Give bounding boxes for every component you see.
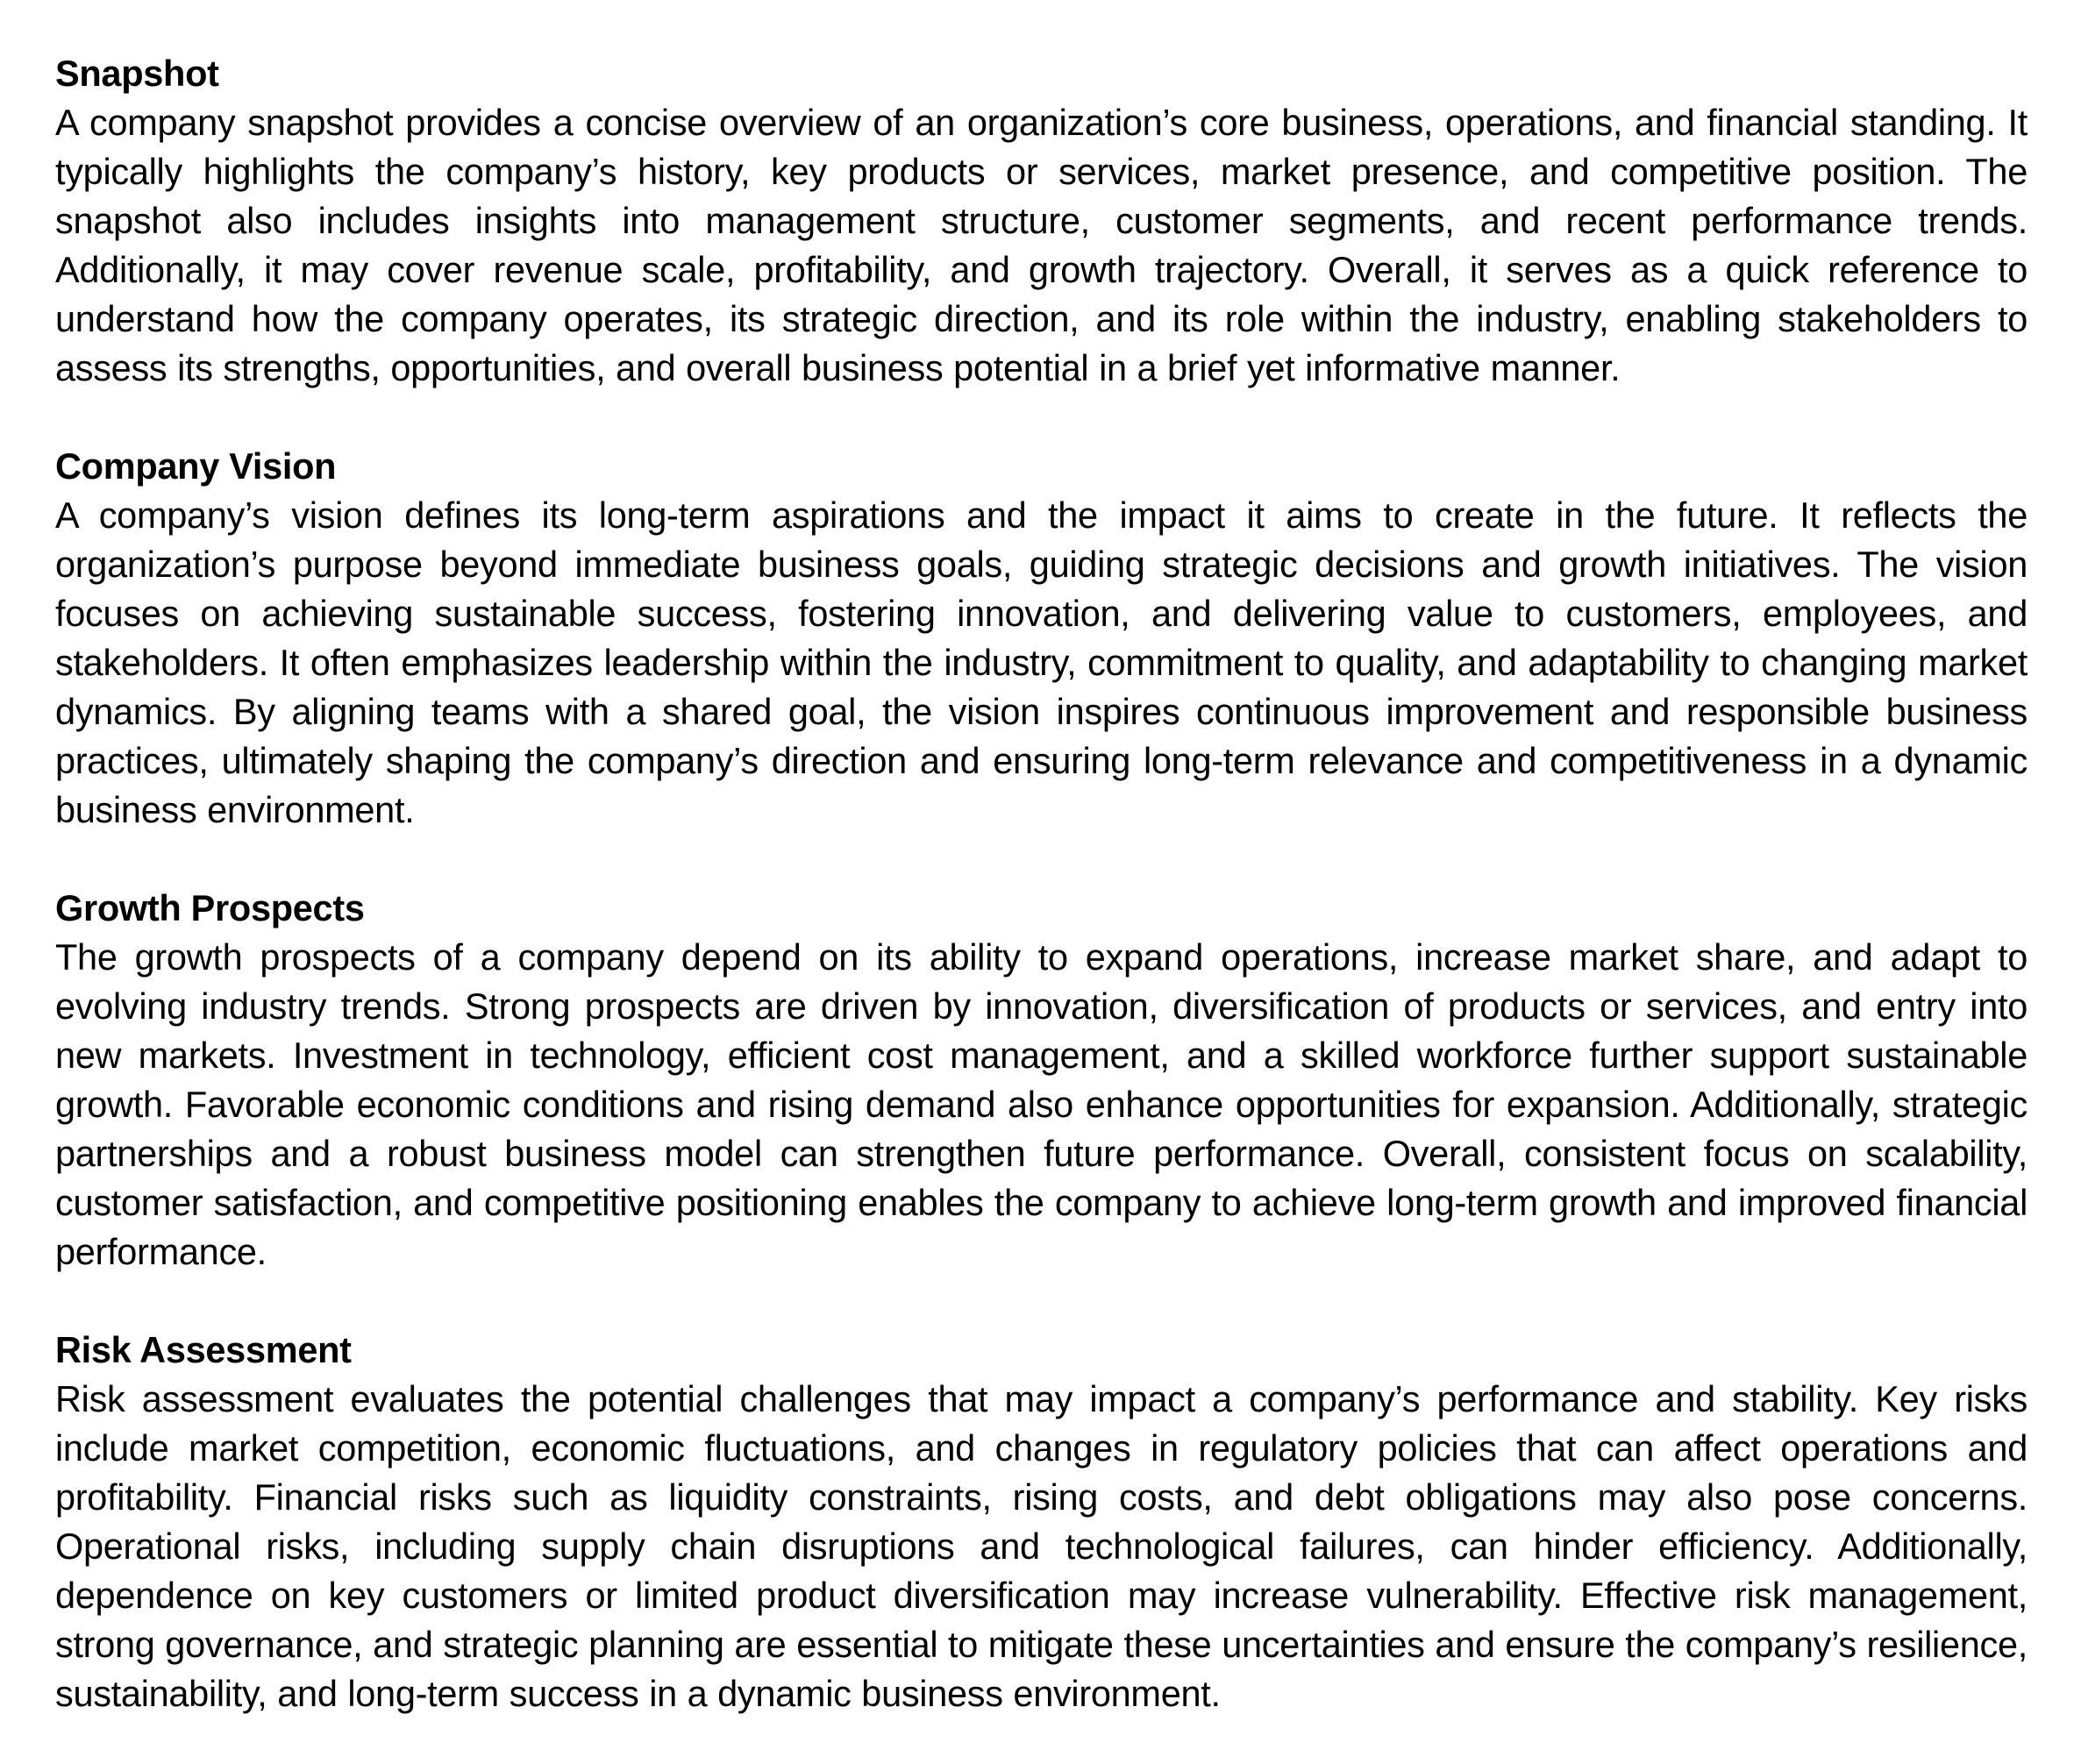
- section-body-risk-assessment: Risk assessment evaluates the potential challenges that may impact a company’s performance and stability. Key risks include market competition, economic fluctuations, and changes in regulatory policies that can affect operations and profitability. Financial risks such as liquidity constraints, rising costs, and debt obligations may also pose concerns. Operational risks, including supply chain disruptions and technological failures, can hinder efficiency. Additionally, dependence on key customers or limited product diversification may increase vulnerability. Effective risk management, strong governance, and strategic planning are essential to mitigate these uncertainties and ensure the company’s resilience, sustainability, and long-term success in a dynamic business environment.: [55, 1378, 2028, 1714]
- section-heading-risk-assessment: Risk Assessment: [55, 1329, 352, 1370]
- section-heading-growth-prospects: Growth Prospects: [55, 887, 365, 928]
- section-heading-company-vision: Company Vision: [55, 445, 337, 487]
- section-heading-snapshot: Snapshot: [55, 53, 219, 94]
- section-body-snapshot: A company snapshot provides a concise overview of an organization’s core business, operations, and financial standing. It typically highlights the company’s history, key products or services, market presence, and competitive position. The snapshot also includes insights into management structure, customer segments, and recent performance trends. Additionally, it may cover revenue scale, profitability, and growth trajectory. Overall, it serves as a quick reference to understand how the company operates, its strategic direction, and its role within the industry, enabling stakeholders to assess its strengths, opportunities, and overall business potential in a brief yet informative manner.: [55, 102, 2028, 388]
- section-body-growth-prospects: The growth prospects of a company depend on its ability to expand operations, increase market share, and adapt to evolving industry trends. Strong prospects are driven by innovation, diversification of products or services, and entry into new markets. Investment in technology, efficient cost management, and a skilled workforce further support sustainable growth. Favorable economic conditions and rising demand also enhance opportunities for expansion. Additionally, strategic partnerships and a robust business model can strengthen future performance. Overall, consistent focus on scalability, customer satisfaction, and competitive positioning enables the company to achieve long-term growth and improved financial performance.: [55, 936, 2028, 1272]
- section-risk-assessment: [55, 1326, 2028, 1718]
- section-body-company-vision: A company’s vision defines its long-term aspirations and the impact it aims to create in the future. It reflects the organization’s purpose beyond immediate business goals, guiding strategic decisions and growth initiatives. The vision focuses on achieving sustainable success, fostering innovation, and delivering value to customers, employees, and stakeholders. It often emphasizes leadership within the industry, commitment to quality, and adaptability to changing market dynamics. By aligning teams with a shared goal, the vision inspires continuous improvement and responsible business practices, ultimately shaping the company’s direction and ensuring long-term relevance and competitiveness in a dynamic business environment.: [55, 494, 2028, 830]
- section-growth-prospects: [55, 884, 2028, 1277]
- section-company-vision: [55, 442, 2028, 835]
- section-snapshot: [55, 49, 2028, 393]
